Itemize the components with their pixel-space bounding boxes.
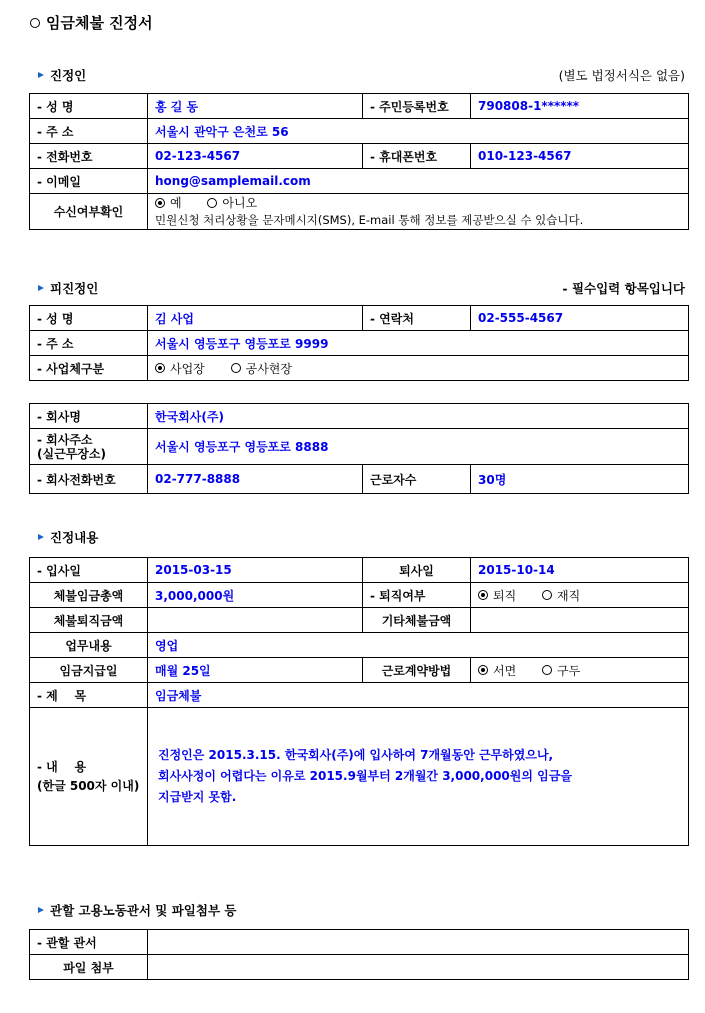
receive-label: 수신여부확인: [30, 194, 148, 230]
company-phone-field[interactable]: 02-777-8888: [148, 465, 363, 494]
total-unpaid-field[interactable]: 3,000,000원: [148, 583, 363, 608]
biz-type-label: - 사업체구분: [30, 356, 148, 381]
radio-checked-icon: [478, 590, 488, 600]
petitioner-email-label: - 이메일: [30, 169, 148, 194]
radio-unchecked-icon: [231, 363, 241, 373]
radio-checked-icon: [155, 363, 165, 373]
body-label: [30, 708, 148, 846]
body-label-line1: - 내 용: [37, 759, 87, 774]
subject-label: - 제 목: [30, 683, 148, 708]
form-title: [30, 12, 153, 33]
petitioner-name-label: - 성 명: [30, 94, 148, 119]
retire-label: 퇴직: [493, 588, 517, 603]
triangle-bullet-icon: [38, 285, 44, 291]
contract-oral-label: 구두: [557, 663, 581, 678]
office-field[interactable]: [148, 930, 689, 955]
respondent-addr-field[interactable]: 서울시 영등포구 영등포로 9999: [148, 331, 689, 356]
section-respondent: [38, 279, 98, 297]
receive-note: 민원신청 처리상황을 문자메시지(SMS), E-mail 통해 정보를 제공받으실 수 있습니다.: [155, 213, 584, 227]
contract-written-radio[interactable]: [478, 662, 516, 679]
respondent-contact-field[interactable]: 02-555-4567: [471, 306, 689, 331]
triangle-bullet-icon: [38, 534, 44, 540]
radio-checked-icon: [155, 198, 165, 208]
radio-unchecked-icon: [207, 198, 217, 208]
section-office: [38, 901, 236, 919]
respondent-table: [29, 305, 689, 381]
payday-label: 임금지급일: [30, 658, 148, 683]
radio-unchecked-icon: [542, 665, 552, 675]
retire-status-label: - 퇴직여부: [363, 583, 471, 608]
company-addr-label-line2: (실근무장소): [37, 446, 106, 461]
respondent-name-label: - 성 명: [30, 306, 148, 331]
section-content: [38, 528, 98, 546]
respondent-addr-label: - 주 소: [30, 331, 148, 356]
petitioner-rrn-field[interactable]: 790808-1******: [471, 94, 689, 119]
biz-workplace-label: 사업장: [170, 361, 205, 376]
radio-unchecked-icon: [542, 590, 552, 600]
contract-written-label: 서면: [493, 663, 517, 678]
body-textarea[interactable]: [148, 708, 689, 846]
severance-field[interactable]: [148, 608, 363, 633]
company-phone-label: - 회사전화번호: [30, 465, 148, 494]
biz-construction-label: 공사현장: [245, 361, 292, 376]
other-unpaid-field[interactable]: [471, 608, 689, 633]
biz-construction-radio[interactable]: [231, 360, 292, 377]
file-attach-label: 파일 첨부: [30, 955, 148, 980]
section-office-title: 관할 고용노동관서 및 파일첨부 등: [50, 903, 237, 918]
subject-field[interactable]: 임금체불: [148, 683, 689, 708]
receive-yes-label: 예: [170, 196, 182, 210]
leave-date-field[interactable]: 2015-10-14: [471, 558, 689, 583]
petitioner-mobile-label: - 휴대폰번호: [363, 144, 471, 169]
petitioner-name-field[interactable]: 홍 길 동: [148, 94, 363, 119]
triangle-bullet-icon: [38, 72, 44, 78]
respondent-contact-label: - 연락처: [363, 306, 471, 331]
contract-method-cell: [471, 658, 689, 683]
duty-field[interactable]: 영업: [148, 633, 689, 658]
petitioner-addr-field[interactable]: 서울시 관악구 은천로 56: [148, 119, 689, 144]
petitioner-phone-field[interactable]: 02-123-4567: [148, 144, 363, 169]
section-petitioner: [38, 66, 86, 84]
triangle-bullet-icon: [38, 907, 44, 913]
body-label-line2: (한글 500자 이내): [37, 778, 140, 793]
contract-method-label: 근로계약방법: [363, 658, 471, 683]
company-addr-label-line1: - 회사주소: [37, 432, 93, 447]
company-addr-field[interactable]: 서울시 영등포구 영등포로 8888: [148, 429, 689, 465]
petitioner-mobile-field[interactable]: 010-123-4567: [471, 144, 689, 169]
section-content-title: 진정내용: [50, 530, 99, 545]
circle-icon: [30, 18, 40, 28]
receive-yes-radio[interactable]: [155, 195, 182, 211]
severance-label: 체불퇴직금액: [30, 608, 148, 633]
workers-field[interactable]: 30명: [471, 465, 689, 494]
employed-radio[interactable]: [542, 587, 580, 604]
join-date-field[interactable]: 2015-03-15: [148, 558, 363, 583]
receive-cell: [148, 194, 689, 230]
payday-field[interactable]: 매월 25일: [148, 658, 363, 683]
office-label: - 관할 관서: [30, 930, 148, 955]
section-petitioner-title: 진정인: [50, 68, 87, 83]
petitioner-table: [29, 93, 689, 230]
total-unpaid-label: 체불임금총액: [30, 583, 148, 608]
required-note: - 필수입력 항목입니다: [562, 281, 685, 296]
form-title-text: 임금체불 진정서: [46, 14, 153, 32]
receive-no-label: 아니오: [222, 196, 258, 210]
retire-radio[interactable]: [478, 587, 516, 604]
petitioner-rrn-label: - 주민등록번호: [363, 94, 471, 119]
company-name-field[interactable]: 한국회사(주): [148, 404, 689, 429]
join-date-label: - 입사일: [30, 558, 148, 583]
duty-label: 업무내용: [30, 633, 148, 658]
format-note: (별도 법정서식은 없음): [558, 68, 685, 83]
content-table: [29, 557, 689, 846]
body-line-3: 지급받지 못함.: [158, 790, 237, 804]
company-addr-label: [30, 429, 148, 465]
section-respondent-title: 피진정인: [50, 281, 99, 296]
petitioner-addr-label: - 주 소: [30, 119, 148, 144]
contract-oral-radio[interactable]: [542, 662, 580, 679]
receive-no-radio[interactable]: [207, 195, 257, 211]
biz-type-cell: [148, 356, 689, 381]
biz-workplace-radio[interactable]: [155, 360, 205, 377]
company-table: [29, 403, 689, 494]
retire-status-cell: [471, 583, 689, 608]
leave-date-label: 퇴사일: [363, 558, 471, 583]
respondent-name-field[interactable]: 김 사업: [148, 306, 363, 331]
other-unpaid-label: 기타체불금액: [363, 608, 471, 633]
body-line-1: 진정인은 2015.3.15. 한국회사(주)에 입사하여 7개월동안 근무하였으나,: [158, 748, 554, 762]
body-line-2: 회사사정이 어렵다는 이유로 2015.9월부터 2개월간 3,000,000원의 임금을: [158, 769, 572, 783]
file-attach-field[interactable]: [148, 955, 689, 980]
petitioner-email-field[interactable]: hong@samplemail.com: [148, 169, 689, 194]
workers-label: 근로자수: [363, 465, 471, 494]
office-table: [29, 929, 689, 980]
radio-checked-icon: [478, 665, 488, 675]
employed-label: 재직: [557, 588, 581, 603]
company-name-label: - 회사명: [30, 404, 148, 429]
petitioner-phone-label: - 전화번호: [30, 144, 148, 169]
